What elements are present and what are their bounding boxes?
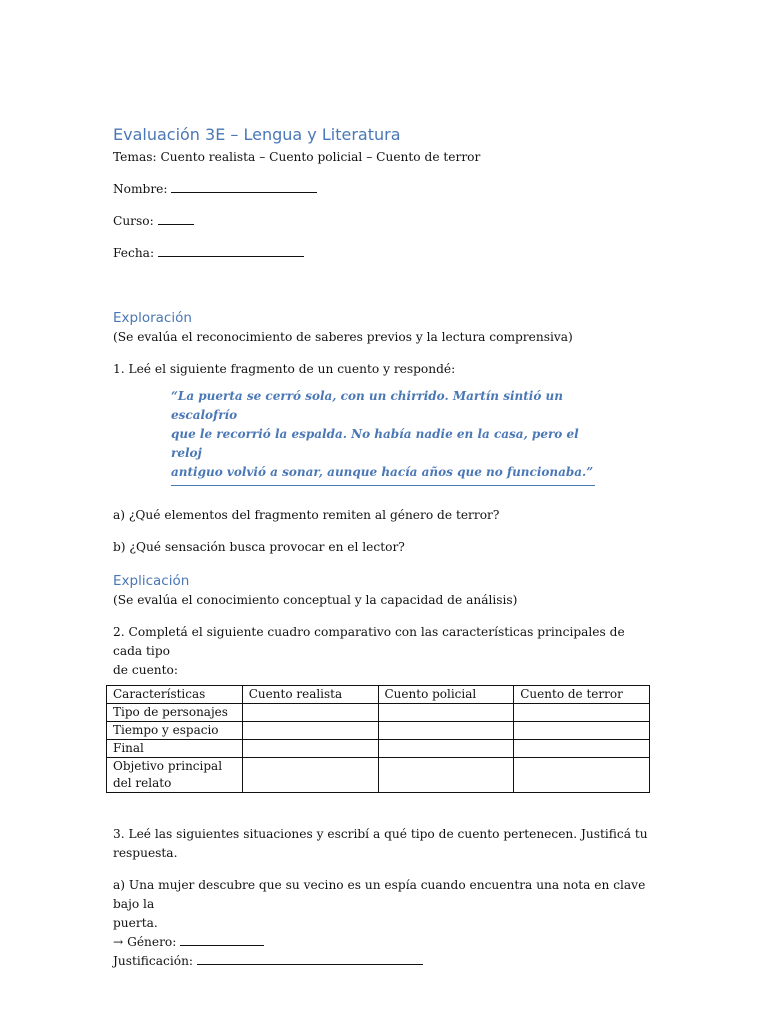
table-header-cell: Cuento policial <box>378 686 514 704</box>
justification-field-line <box>113 952 653 971</box>
explicacion-note: (Se evalúa el conocimiento conceptual y la capacidad de análisis) <box>113 593 518 607</box>
question-3a-line2: puerta. <box>113 916 158 930</box>
date-field-line <box>113 244 653 263</box>
quote-line: antiguo volvió a sonar, aunque hacía años que no funcionaba.” <box>171 465 594 479</box>
row-label-line: Objetivo principal <box>113 759 223 773</box>
table-row-label: Tiempo y espacio <box>107 722 243 740</box>
date-blank[interactable] <box>158 244 304 257</box>
question-2-line2: de cuento: <box>113 663 178 677</box>
table-cell[interactable] <box>378 722 514 740</box>
question-3a-line1: a) Una mujer descubre que su vecino es un espía cuando encuentra una nota en clave bajo la <box>113 878 646 911</box>
justification-label: Justificación: <box>113 954 194 968</box>
justification-blank[interactable] <box>197 952 423 965</box>
comparison-table <box>106 685 650 793</box>
table-header-cell: Cuento realista <box>242 686 378 704</box>
question-1: 1. Leé el siguiente fragmento de un cuento y respondé: <box>113 362 456 376</box>
table-row-label: Tipo de personajes <box>107 704 243 722</box>
question-2-line1: 2. Completá el siguiente cuadro comparativo con las características principales de cada tipo <box>113 625 625 658</box>
exploracion-note: (Se evalúa el reconocimiento de saberes previos y la lectura comprensiva) <box>113 330 573 344</box>
table-row <box>107 722 650 740</box>
table-header-cell: Características <box>107 686 243 704</box>
table-row <box>107 704 650 722</box>
quote-line: que le recorrió la espalda. No había nadie en la casa, pero el reloj <box>171 427 579 460</box>
question-3-line2: respuesta. <box>113 846 178 860</box>
explicacion-heading: Explicación <box>113 573 190 589</box>
table-cell[interactable] <box>514 722 650 740</box>
name-label: Nombre: <box>113 182 168 196</box>
name-blank[interactable] <box>171 180 317 193</box>
table-cell[interactable] <box>378 704 514 722</box>
document-title: Evaluación 3E – Lengua y Literatura <box>113 125 401 144</box>
exploracion-heading: Exploración <box>113 310 192 326</box>
question-1a: a) ¿Qué elementos del fragmento remiten al género de terror? <box>113 508 500 522</box>
table-cell[interactable] <box>514 758 650 793</box>
table-row <box>107 758 650 793</box>
name-field-line <box>113 180 653 199</box>
genre-blank[interactable] <box>180 933 264 946</box>
document-page <box>113 124 653 971</box>
table-header-row <box>107 686 650 704</box>
table-cell[interactable] <box>514 704 650 722</box>
course-label: Curso: <box>113 214 154 228</box>
story-fragment-quote <box>171 387 595 486</box>
question-1b: b) ¿Qué sensación busca provocar en el lector? <box>113 540 405 554</box>
quote-line: “La puerta se cerró sola, con un chirrido. Martín sintió un escalofrío <box>171 389 563 422</box>
table-cell[interactable] <box>242 758 378 793</box>
table-cell[interactable] <box>242 704 378 722</box>
genre-field-line <box>113 933 653 952</box>
table-cell[interactable] <box>378 740 514 758</box>
table-row <box>107 740 650 758</box>
genre-label: → Género: <box>113 935 177 949</box>
table-cell[interactable] <box>378 758 514 793</box>
row-label-line: del relato <box>113 776 172 790</box>
table-row-label <box>107 758 243 793</box>
date-label: Fecha: <box>113 246 155 260</box>
table-header-cell: Cuento de terror <box>514 686 650 704</box>
topics-line: Temas: Cuento realista – Cuento policial – Cuento de terror <box>113 150 481 164</box>
table-cell[interactable] <box>514 740 650 758</box>
question-3-line1: 3. Leé las siguientes situaciones y escribí a qué tipo de cuento pertenecen. Justificá tu <box>113 827 648 841</box>
table-row-label: Final <box>107 740 243 758</box>
table-cell[interactable] <box>242 740 378 758</box>
table-cell[interactable] <box>242 722 378 740</box>
course-field-line <box>113 212 653 231</box>
course-blank[interactable] <box>158 212 194 225</box>
